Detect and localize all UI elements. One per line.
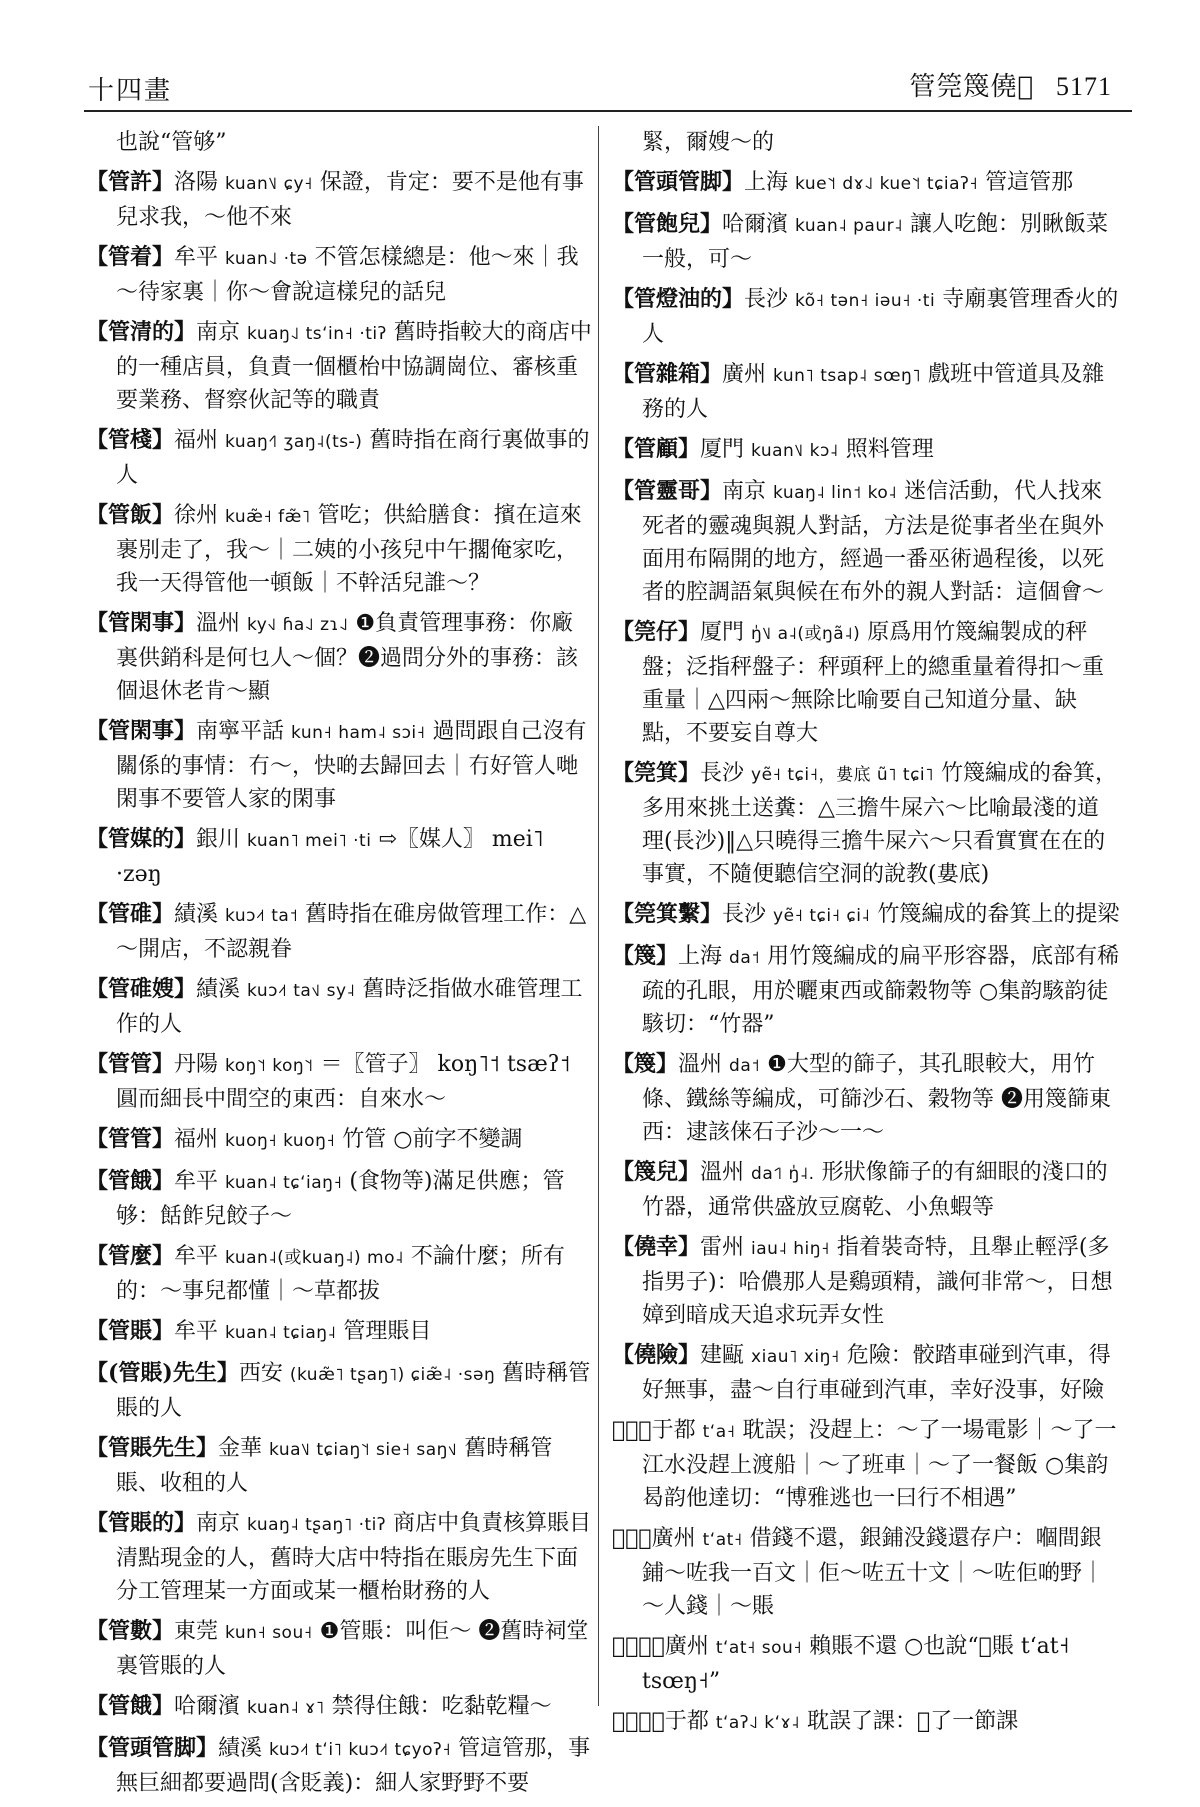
dialect-location: 牟平	[174, 1169, 219, 1194]
dialect-location: 雷州	[700, 1235, 745, 1260]
dialect-location: 南京	[196, 320, 241, 345]
definition: 戲班中管道具及雜務的人	[642, 362, 1105, 422]
definition: 寺廟裏管理香火的人	[642, 287, 1119, 347]
pronunciation: kõ˧ tən˧ iəu˧ ·ti	[795, 291, 936, 311]
headword: 【管餓】	[86, 1693, 175, 1719]
definition: 不管怎樣總是：他～來｜我～待家裏｜你～會說這樣兒的話兒	[116, 245, 579, 305]
pronunciation: iau˨ hiŋ˧	[751, 1239, 830, 1259]
definition: 竹篾編成的畚箕上的提梁	[877, 902, 1120, 927]
pronunciation: kuɔ˨˦ ta˦	[225, 906, 299, 926]
headword: 【管管】	[86, 1051, 175, 1077]
headwords-range: 管筦篾僥𠍋	[909, 72, 1034, 102]
dictionary-entry	[612, 616, 1120, 750]
headword: 【僥幸】	[612, 1234, 701, 1260]
definition: 讓人吃飽：別瞅飯菜一般，可～	[642, 212, 1108, 272]
pronunciation: kuan˥˩ kɔ˨	[751, 441, 839, 461]
dictionary-entry	[612, 1414, 1120, 1515]
definition: 管這管那，事無巨細都要過問(含貶義)：細人家野野不要	[116, 1736, 591, 1796]
dictionary-entry	[86, 1048, 594, 1116]
dialect-location: 長沙	[744, 287, 789, 312]
pronunciation: kuɔ˨˦ tʻi˥ kuɔ˨˦ tɕyoʔ˧	[269, 1740, 452, 1760]
headword: 【篾】	[612, 943, 679, 969]
dialect-location: 福州	[174, 1127, 219, 1152]
definition: 耽誤；没趕上：～了一場電影｜～了一江水没趕上渡船｜～了班車｜～了一餐飯 ○集韵曷韵他達切：“博雅逃也一曰行不相遇”	[642, 1418, 1117, 1511]
dictionary-entry	[612, 1231, 1120, 1332]
dictionary-entry	[612, 1156, 1120, 1224]
pronunciation: kun˧ sou˧	[225, 1623, 313, 1643]
headword: 【管頭管脚】	[86, 1735, 219, 1761]
headword: 【管碓】	[86, 901, 175, 927]
pronunciation: xiau˥ xiŋ˧	[751, 1347, 840, 1367]
headword: 【管賬先生】	[86, 1435, 219, 1461]
column-divider	[598, 126, 599, 1706]
headword: 【管飯】	[86, 502, 175, 528]
definition: 危險：骹踏車碰到汽車，得好無事，盡～自行車碰到汽車，幸好没事，好險	[642, 1343, 1111, 1403]
pronunciation: kuaŋ˨˩ tsʻin˧ ·tiʔ	[247, 324, 387, 344]
definition: 耽誤了課：𠍋了一節課	[807, 1709, 1019, 1734]
pronunciation: ky˧˩ ɦa˨˩ zɿ˨˩	[247, 615, 349, 635]
dictionary-entry	[612, 1522, 1120, 1623]
headword: 【筦箕】	[612, 760, 701, 786]
dictionary-entry	[612, 433, 1120, 468]
dictionary-entry	[86, 1315, 594, 1350]
definition: ❶管賬：叫佢～ ❷舊時祠堂裏管賬的人	[116, 1619, 589, 1679]
pronunciation: kue˥˦ dɤ˨˩ kue˥˦ tɕiaʔ˧	[795, 174, 979, 194]
dialect-location: 溫州	[196, 611, 241, 636]
pronunciation: da˦˥ ŋ̍˨.	[751, 1164, 815, 1184]
pronunciation: kuan˨ tɕʻiaŋ˧	[225, 1173, 343, 1193]
headword: 【管閑事】	[86, 610, 197, 636]
dialect-location: 厦門	[700, 620, 745, 645]
pronunciation: yẽ˧ tɕi˧，婁底 ũ˥ tɕi˥	[751, 765, 935, 785]
dictionary-entry	[86, 715, 594, 816]
pronunciation: kuæ̃˧ fæ̃˥	[225, 507, 311, 527]
dialect-location: 于都	[664, 1709, 709, 1734]
dictionary-entry	[612, 166, 1120, 201]
definition: 舊時指在商行裏做事的人	[116, 428, 590, 488]
dictionary-entry	[612, 1339, 1120, 1407]
pronunciation: kua˥˩ tɕiaŋ˥˦ sie˧ saŋ˦˩	[269, 1440, 458, 1460]
definition: 舊時泛指做水碓管理工作的人	[116, 977, 583, 1037]
headword: 【篾兒】	[612, 1159, 701, 1185]
dictionary-entry	[86, 898, 594, 966]
dictionary-entry	[86, 1690, 594, 1725]
definition: 照料管理	[845, 437, 934, 462]
pronunciation: tʻat˧ sou˧	[715, 1638, 803, 1658]
pronunciation: kuaŋ˨ tʂaŋ˥ ·tiʔ	[247, 1515, 387, 1535]
dialect-location: 溫州	[700, 1160, 745, 1185]
pronunciation: tʻaʔ˨˩ kʻɤ˨	[715, 1713, 801, 1733]
headword: 【管賬的】	[86, 1510, 197, 1536]
headword: 【筦仔】	[612, 619, 701, 645]
dialect-location: 于都	[651, 1418, 696, 1443]
left-entries	[86, 166, 594, 1800]
dialect-location: 南京	[196, 1511, 241, 1536]
dictionary-entry	[612, 898, 1120, 933]
dialect-location: 丹陽	[174, 1052, 219, 1077]
definition: 賴賬不還 ○也說“𠍋賬 tʻat˧ tsœŋ˧”	[642, 1634, 1070, 1694]
dialect-location: 績溪	[218, 1736, 263, 1761]
headword: 【管賬】	[86, 1318, 175, 1344]
dictionary-entry	[612, 475, 1120, 609]
headword: 【𠍋】	[612, 1417, 652, 1443]
left-column	[86, 126, 594, 1807]
headword: 【管閑事】	[86, 718, 197, 744]
header-rule	[84, 110, 1132, 112]
dictionary-entry	[612, 940, 1120, 1041]
headword: 【管頭管脚】	[612, 169, 745, 195]
headword: 【管着】	[86, 244, 175, 270]
definition: ❶負責管理事務：你廠裏供銷科是何乜人～個？❷過問分外的事務：該個退休老肯～顯	[116, 611, 579, 704]
dialect-location: 東莞	[174, 1619, 219, 1644]
pronunciation: da˦	[729, 948, 761, 968]
dialect-location: 西安	[238, 1361, 283, 1386]
definition: ❶大型的篩子，其孔眼較大，用竹條、鐵絲等編成，可篩沙石、穀物等 ❷用篾篩東西：逮該俫石子沙～一～	[642, 1052, 1111, 1145]
definition: 商店中負責核算賬目清點現金的人，舊時大店中特指在賬房先生下面分工管理某一方面或某一櫃枱財務的人	[116, 1511, 592, 1604]
right-entries	[612, 166, 1120, 1740]
pronunciation: tʻat˧	[702, 1530, 743, 1550]
headword: 【篾】	[612, 1051, 679, 1077]
pronunciation: kuaŋ˧˥ ʒaŋ˨(ts-)	[225, 432, 363, 452]
right-column	[612, 126, 1120, 1747]
headword: 【管許】	[86, 169, 175, 195]
dialect-location: 牟平	[174, 1319, 219, 1344]
dialect-location: 哈爾濱	[174, 1694, 241, 1719]
dictionary-entry	[86, 241, 594, 309]
dialect-location: 洛陽	[174, 170, 219, 195]
dictionary-entry	[612, 757, 1120, 891]
dictionary-entry	[612, 1048, 1120, 1149]
headword: 【管清的】	[86, 319, 197, 345]
definition: 舊時指在碓房做管理工作：△～開店，不認親眷	[116, 902, 587, 962]
headword: 【管靈哥】	[612, 478, 723, 504]
pronunciation: kuan˥ mei˥ ·ti	[247, 831, 372, 851]
headword: 【管顧】	[612, 436, 701, 462]
headword: 【管碓嫂】	[86, 976, 197, 1002]
dialect-location: 牟平	[174, 245, 219, 270]
definition: 指着裝奇特，且舉止輕浮(多指男子)：哈儂那人是鷄頭精，識何非常～，日想嫜到暗成天追求玩弄女性	[642, 1235, 1113, 1328]
headword: 【管麼】	[86, 1243, 175, 1269]
dialect-location: 廣州	[664, 1634, 709, 1659]
definition: 竹管 ○前字不變調	[342, 1127, 523, 1152]
dialect-location: 哈爾濱	[722, 212, 789, 237]
dialect-location: 績溪	[196, 977, 241, 1002]
definition: 用竹篾編成的扁平形容器，底部有稀疏的孔眼，用於曬東西或篩穀物等 ○集韵駭韵徒駭切：“竹器”	[642, 944, 1120, 1037]
headword: 【管管】	[86, 1126, 175, 1152]
dialect-location: 南寧平話	[196, 719, 285, 744]
dictionary-entry	[86, 1357, 594, 1425]
definition: 管吃；供給膳食：擯在這來裹別走了，我～｜二姨的小孩兒中午擱俺家吃，我一天得管他一頓飯｜不幹活兒誰～？	[116, 503, 582, 596]
definition: 管這管那	[985, 170, 1074, 195]
definition: 竹篾編成的畚箕，多用來挑土送糞：△三擔牛屎六～比喻最淺的道理(長沙)‖△只曉得三擔牛屎六～只看實實在在的事實，不隨便聽信空洞的說教(婁底)	[642, 761, 1118, 887]
dictionary-entry	[86, 166, 594, 234]
definition: 管理賬目	[343, 1319, 432, 1344]
dialect-location: 廣州	[651, 1526, 696, 1551]
dictionary-entry	[86, 1432, 594, 1500]
pronunciation: yẽ˧ tɕi˧ ɕi˨	[773, 906, 871, 926]
dialect-location: 厦門	[700, 437, 745, 462]
page-number: 5171	[1056, 72, 1112, 101]
dictionary-entry	[86, 1507, 594, 1608]
pronunciation: koŋ˥˦ koŋ˥˦	[225, 1056, 314, 1076]
continuation-text: 也說“管够”	[116, 130, 227, 155]
dictionary-entry	[612, 1705, 1120, 1740]
dictionary-entry	[86, 1123, 594, 1158]
dictionary-entry	[612, 358, 1120, 426]
definition: 不論什麼；所有的：～事兒都懂｜～草都拔	[116, 1244, 565, 1304]
pronunciation: kuan˨˩ ·tə	[225, 249, 308, 269]
headword: 【𠍋】	[612, 1525, 652, 1551]
pronunciation: kuan˥˩ ɕy˧	[225, 174, 313, 194]
dialect-location: 績溪	[174, 902, 219, 927]
dictionary-entry	[86, 1165, 594, 1233]
dictionary-entry	[86, 607, 594, 708]
definition: 保證，肯定：要不是他有事兒求我，～他不來	[116, 170, 584, 230]
dialect-location: 銀川	[196, 827, 241, 852]
dictionary-entry	[86, 499, 594, 600]
dictionary-entry	[612, 283, 1120, 351]
headword: 【管媒的】	[86, 826, 197, 852]
headword: 【管餓】	[86, 1168, 175, 1194]
section-header: 十四畫	[88, 76, 173, 106]
pronunciation: kuaŋ˨ lin˦ ko˨	[773, 483, 898, 503]
definition: (食物等)滿足供應；管够：餂飵兒餃子～	[116, 1169, 565, 1229]
dictionary-entry	[612, 208, 1120, 276]
headword: 【管雜箱】	[612, 361, 723, 387]
dictionary-entry	[86, 973, 594, 1041]
dialect-location: 長沙	[700, 761, 745, 786]
dialect-location: 南京	[722, 479, 767, 504]
headword: 【管燈油的】	[612, 286, 745, 312]
definition: 舊時稱管賬、收租的人	[116, 1436, 553, 1496]
dictionary-entry	[86, 424, 594, 492]
continuation-text: 緊，爾嫂～的	[642, 130, 775, 155]
headword: 【𠍋課】	[612, 1708, 665, 1734]
definition: ＝〖管子〗 koŋ˥˦ tsæʔ˦ 圓而細長中間空的東西：自來水～	[116, 1052, 571, 1112]
headword: 【𠍋數】	[612, 1633, 665, 1659]
dictionary-entry	[86, 823, 594, 891]
definition: 原爲用竹篾編製成的秤盤；泛指秤盤子：秤頭秤上的總重量着得扣～重重量｜△四兩～無除比喻要自己知道分量、缺點，不要妄自尊大	[642, 620, 1105, 746]
definition: 舊時稱管賬的人	[116, 1361, 591, 1421]
dialect-location: 長沙	[722, 902, 767, 927]
definition: ⇨〖媒人〗 mei˥ ·zəŋ	[116, 827, 544, 887]
dictionary-entry	[86, 316, 594, 417]
pronunciation: kuan˨ ɤ˥	[247, 1698, 325, 1718]
running-head	[909, 66, 1112, 103]
dialect-location: 建甌	[700, 1343, 745, 1368]
definition: 禁得住餓：吃黏乾糧～	[331, 1694, 552, 1719]
pronunciation: tʻa˧	[702, 1422, 736, 1442]
headword: 【管飽兒】	[612, 211, 723, 237]
pronunciation: kuɔ˨˦ ta˦˩ sy˨	[247, 981, 356, 1001]
definition: 借錢不還，銀鋪没錢還存户：嗰間銀鋪～咗我一百文｜佢～咗五十文｜～咗佢啲野｜～人錢｜～賬	[642, 1526, 1105, 1619]
dialect-location: 福州	[174, 428, 219, 453]
dictionary-entry	[612, 1630, 1120, 1698]
definition: 舊時指較大的商店中的一種店員，負責一個櫃枱中協調崗位、審核重要業務、督察伙記等的職責	[116, 320, 592, 413]
definition: 過問跟自己沒有關係的事情：冇～，快啲去歸回去｜冇好管人哋閑事不要管人家的閑事	[116, 719, 587, 812]
dialect-location: 牟平	[174, 1244, 219, 1269]
pronunciation: kuan˨ paur˨	[795, 216, 903, 236]
dictionary-entry	[86, 1615, 594, 1683]
dialect-location: 金華	[218, 1436, 263, 1461]
pronunciation: kuan˨(或kuaŋ˨) mo˨	[225, 1248, 404, 1268]
headword: 【僥險】	[612, 1342, 701, 1368]
headword: 【管數】	[86, 1618, 175, 1644]
dictionary-entry	[86, 1240, 594, 1308]
dialect-location: 上海	[678, 944, 723, 969]
pronunciation: kun˧ ham˨ sɔi˧	[291, 723, 426, 743]
pronunciation: ŋ̍˥˩ a˨(或ŋã˨)	[751, 624, 861, 644]
dialect-location: 徐州	[174, 503, 219, 528]
dictionary-entry	[86, 1732, 594, 1800]
dialect-location: 溫州	[678, 1052, 723, 1077]
pronunciation: da˦	[729, 1056, 761, 1076]
definition: 迷信活動，代人找來死者的靈魂與親人對話，方法是從事者坐在與外面用布隔開的地方，經過一番巫術過程後，以死者的腔調語氣與候在布外的親人對話：這個會～	[642, 479, 1105, 605]
pronunciation: kuan˨ tɕiaŋ˨	[225, 1323, 337, 1343]
dialect-location: 上海	[744, 170, 789, 195]
pronunciation: kun˥ tsap˨ sœŋ˥	[773, 366, 922, 386]
definition: 形狀像篩子的有細眼的淺口的竹器，通常供盛放豆腐乾、小魚蝦等	[642, 1160, 1108, 1220]
headword: 【筦箕繫】	[612, 901, 723, 927]
pronunciation: kuoŋ˧ kuoŋ˧	[225, 1131, 336, 1151]
pronunciation: (kuæ̃˥ tʂaŋ˥) ɕiæ̃˨ ·səŋ	[289, 1365, 496, 1385]
dialect-location: 廣州	[722, 362, 767, 387]
headword: 【(管賬)先生】	[86, 1360, 239, 1386]
headword: 【管棧】	[86, 427, 175, 453]
